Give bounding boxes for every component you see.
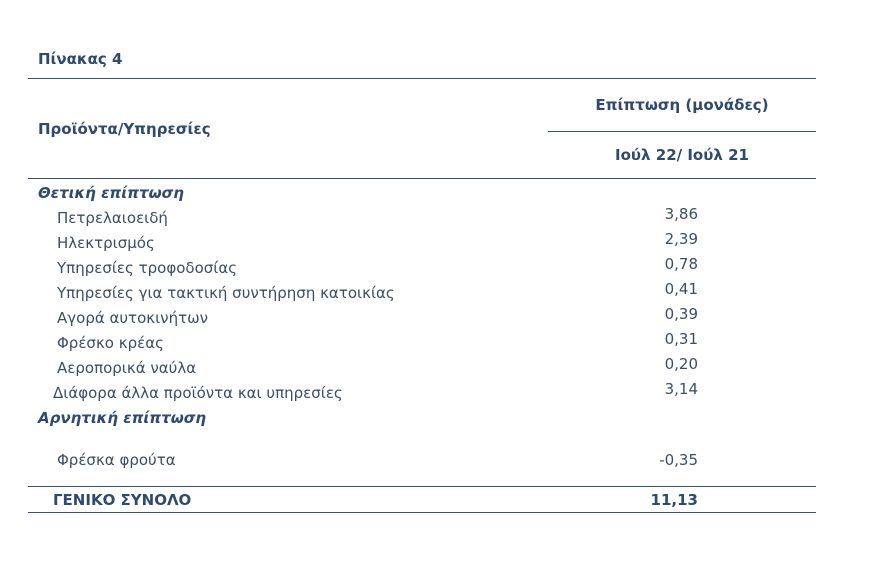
rule-header-sub [548,131,816,132]
header-impact: Επίπτωση (μονάδες) [595,96,769,114]
total-value: 11,13 [650,491,698,509]
rule-header-bottom [28,178,816,179]
row-label: Αεροπορικά ναύλα [57,359,197,377]
row-value: 0,78 [664,255,698,273]
rule-top [28,78,816,79]
row-value: 0,39 [664,305,698,323]
section-negative: Αρνητική επίπτωση [38,409,207,427]
rule-total-bottom [28,512,816,513]
section-positive: Θετική επίπτωση [38,184,184,202]
row-value: 0,20 [664,355,698,373]
rule-total-top [28,486,816,487]
row-value: 3,86 [664,205,698,223]
row-label: Υπηρεσίες για τακτική συντήρηση κατοικίας [57,284,395,302]
row-label: Υπηρεσίες τροφοδοσίας [57,259,238,277]
table-title: Πίνακας 4 [38,50,123,68]
row-value: 3,14 [664,380,698,398]
row-label: Αγορά αυτοκινήτων [57,309,209,327]
row-label: Διάφορα άλλα προϊόντα και υπηρεσίες [53,384,343,402]
row-value: 2,39 [664,230,698,248]
row-label: Φρέσκο κρέας [57,334,164,352]
row-value: 0,31 [664,330,698,348]
row-value: 0,41 [664,280,698,298]
header-products: Προϊόντα/Υπηρεσίες [38,120,211,138]
total-label: ΓΕΝΙΚΟ ΣΥΝΟΛΟ [53,491,192,509]
header-period: Ιούλ 22/ Ιούλ 21 [615,146,749,164]
row-value: -0,35 [659,451,698,469]
row-label: Φρέσκα φρούτα [57,451,176,469]
row-label: Πετρελαιοειδή [57,209,168,227]
row-label: Ηλεκτρισμός [57,234,155,252]
